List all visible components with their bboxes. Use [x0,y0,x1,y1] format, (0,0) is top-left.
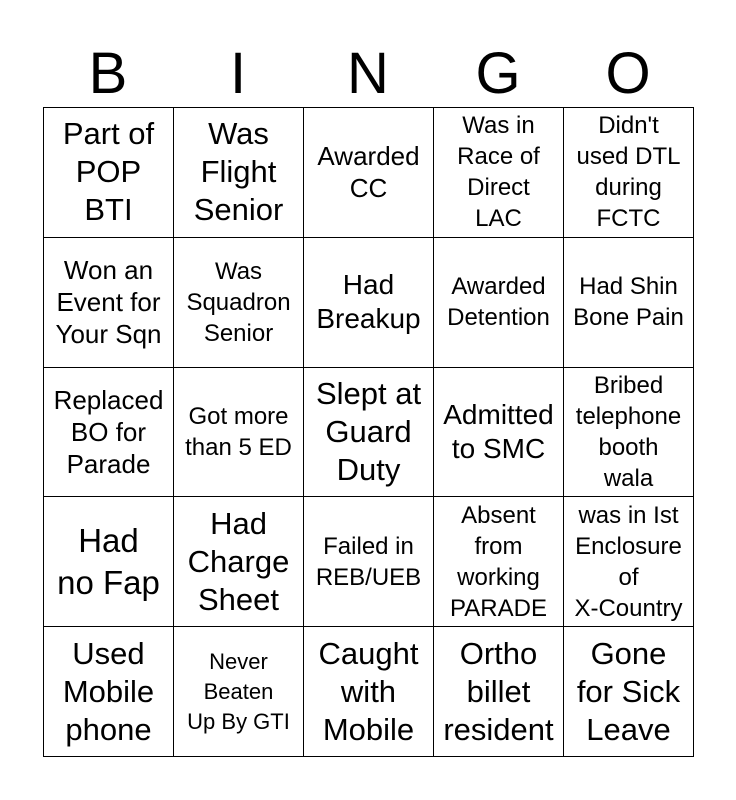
bingo-cell[interactable] [174,238,304,368]
bingo-board [43,107,694,757]
cell-text: Caught with Mobile [318,635,419,747]
bingo-cell[interactable] [44,368,174,498]
cell-text: Bribed telephone booth wala [575,371,682,492]
cell-text: was in Ist Enclosure of X-Country [574,501,683,622]
header-letter-g: G [475,41,521,106]
cell-text: Part of POP BTI [62,116,155,228]
cell-text: Got more than 5 ED [185,402,292,461]
bingo-cell[interactable] [434,108,564,238]
bingo-cell[interactable] [174,108,304,238]
cell-text: Gone for Sick Leave [576,635,681,747]
bingo-cell[interactable] [44,497,174,627]
cell-text: Slept at Guard Duty [315,375,422,487]
bingo-cell[interactable] [174,368,304,498]
bingo-header [43,40,693,108]
cell-text: Didn't used DTL during FCTC [576,112,681,233]
header-letter-n: N [347,41,389,106]
bingo-cell[interactable] [304,108,434,238]
cell-text: Was in Race of Direct LAC [457,112,540,233]
cell-text: Had Charge Sheet [187,505,290,617]
bingo-cell[interactable] [434,627,564,757]
bingo-cell[interactable] [564,627,694,757]
header-letter-b: B [88,41,128,106]
bingo-cell[interactable] [304,368,434,498]
bingo-cell[interactable] [174,627,304,757]
cell-text: Never Beaten Up By GTI [187,648,290,734]
cell-text: Had Shin Bone Pain [573,273,684,332]
bingo-cell[interactable] [564,238,694,368]
cell-text: Admitted to SMC [443,398,554,464]
bingo-cell[interactable] [564,368,694,498]
bingo-cell[interactable] [564,108,694,238]
cell-text: Used Mobile phone [62,635,155,747]
cell-text: Absent from working PARADE [450,501,547,622]
bingo-cell[interactable] [44,627,174,757]
bingo-cell[interactable] [304,627,434,757]
cell-text: Awarded CC [317,141,420,204]
header-letter-o: O [605,41,651,106]
bingo-cell[interactable] [44,238,174,368]
cell-text: Replaced BO for Parade [53,384,164,479]
cell-text: Had no Fap [57,521,160,601]
bingo-cell[interactable] [304,238,434,368]
bingo-cell[interactable] [564,497,694,627]
bingo-cell[interactable] [304,497,434,627]
cell-text: Was Flight Senior [193,116,284,228]
cell-text: Was Squadron Senior [186,257,291,347]
cell-text: Awarded Detention [447,273,550,332]
cell-text: Ortho billet resident [443,635,554,747]
cell-text: Had Breakup [316,269,421,335]
bingo-cell[interactable] [174,497,304,627]
bingo-cell[interactable] [434,497,564,627]
bingo-cell[interactable] [44,108,174,238]
cell-text: Failed in REB/UEB [315,532,422,591]
header-letter-i: I [229,41,247,106]
bingo-cell[interactable] [434,368,564,498]
bingo-cell[interactable] [434,238,564,368]
cell-text: Won an Event for Your Sqn [55,255,162,350]
